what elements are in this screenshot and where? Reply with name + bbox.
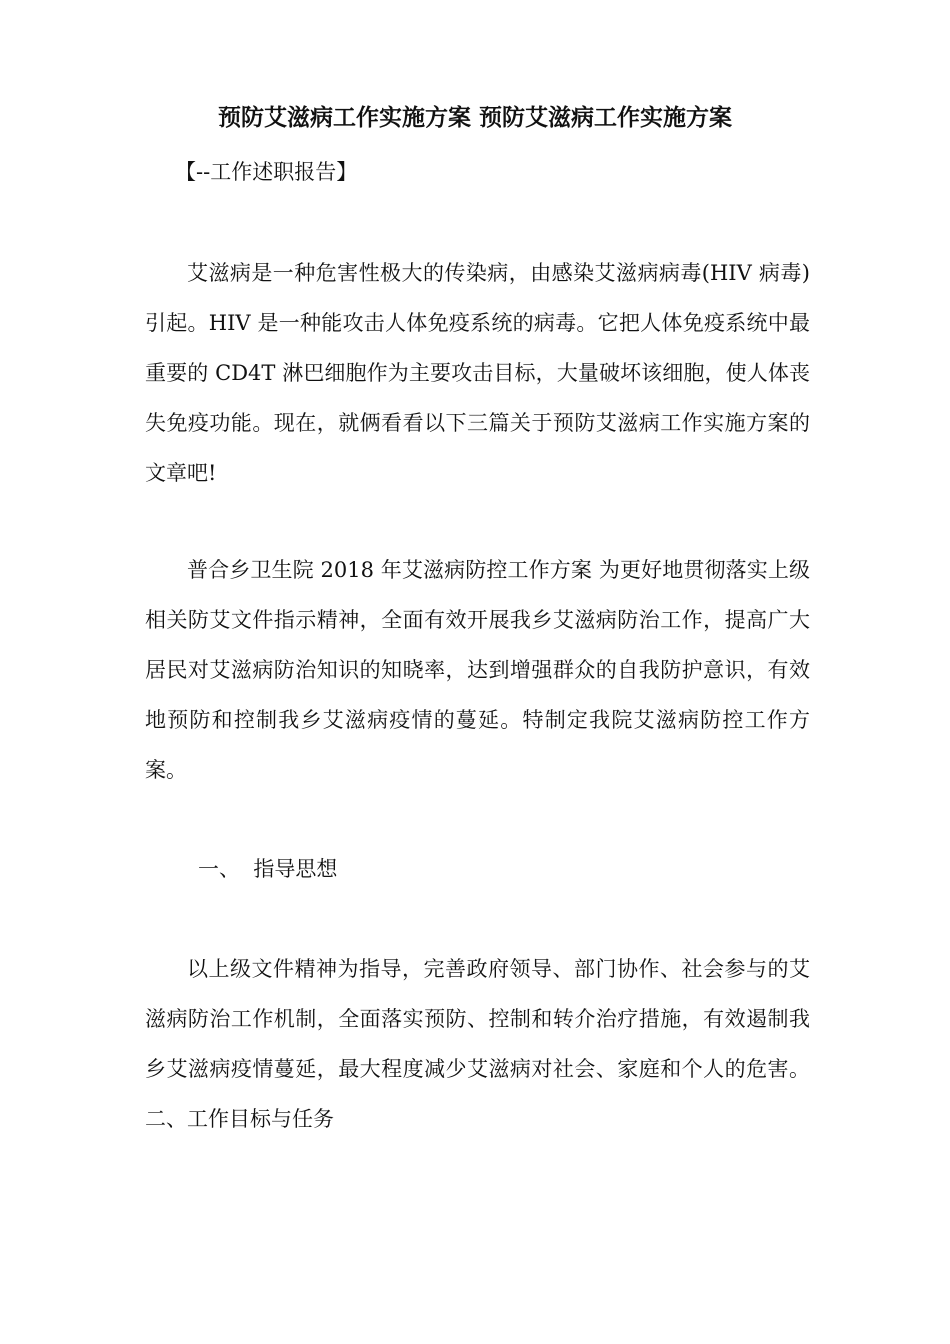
intro-paragraph: 艾滋病是一种危害性极大的传染病，由感染艾滋病病毒(HIV 病毒)引起。HIV 是一种能攻击人体免疫系统的病毒。它把人体免疫系统中最重要的 CD4T 淋巴细胞作为主要攻击目标，大量破坏该细胞，使人体丧失免疫功能。现在，就俩看看以下三篇关于预防艾滋病工作实施方案的文章吧! [145,261,810,485]
plan-paragraph: 普合乡卫生院 2018 年艾滋病防控工作方案 为更好地贯彻落实上级相关防艾文件指示精神，全面有效开展我乡艾滋病防治工作，提高广大居民对艾滋病防治知识的知晓率，达到增强群众的自我防护意识，有效地预防和控制我乡艾滋病疫情的蔓延。特制定我院艾滋病防控工作方案。 [145,558,810,782]
document-subtitle: 【--工作述职报告】 [175,160,358,184]
section-heading-guiding-thought: 一、 指导思想 [198,857,338,881]
guiding-paragraph: 以上级文件精神为指导，完善政府领导、部门协作、社会参与的艾滋病防治工作机制，全面落实预防、控制和转介治疗措施，有效遏制我乡艾滋病疫情蔓延，最大程度减少艾滋病对社会、家庭和个人的危害。 二、工作目标与任务 [145,957,810,1131]
document-title: 预防艾滋病工作实施方案 预防艾滋病工作实施方案 [217,104,732,131]
